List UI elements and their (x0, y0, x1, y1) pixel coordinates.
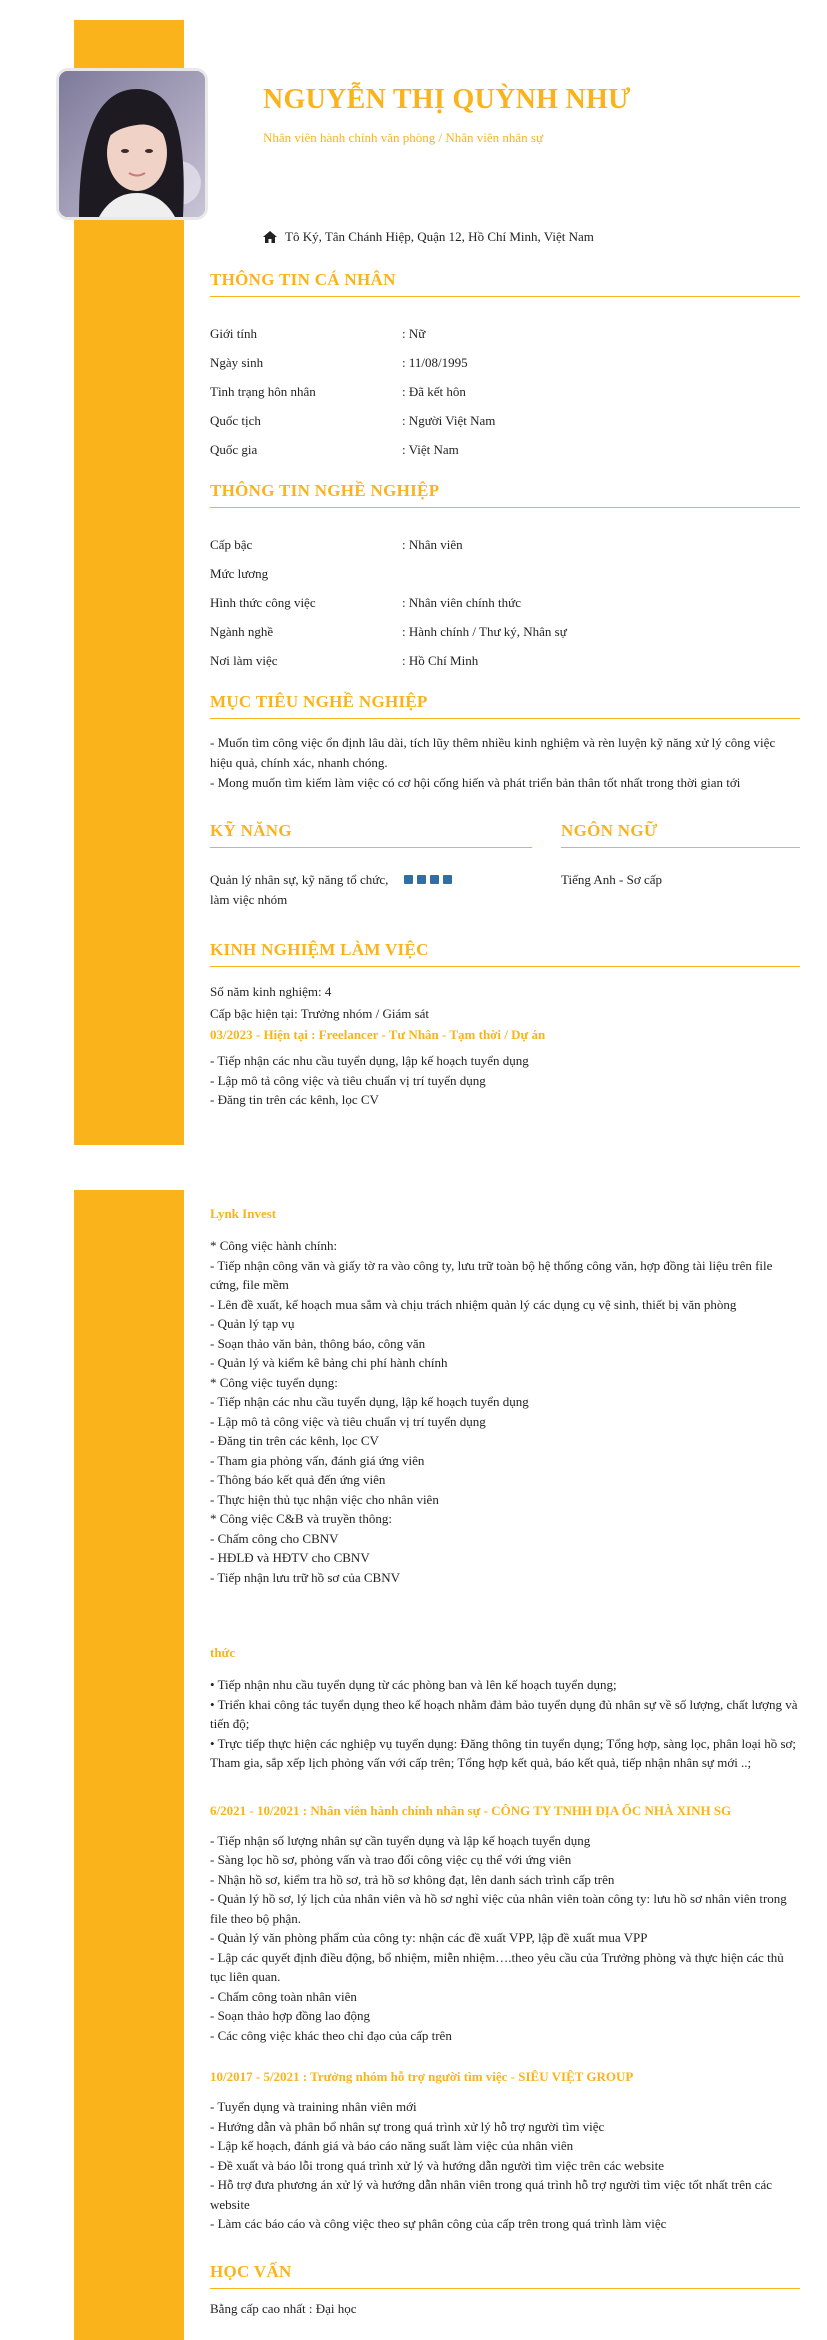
page-gap (0, 1150, 827, 1190)
job-header: 03/2023 - Hiện tại : Freelancer - Tư Nhân - Tạm thời / Dự án (210, 1027, 546, 1042)
info-label: Mức lương (210, 566, 269, 581)
info-row (210, 588, 800, 617)
career-info-section (210, 481, 800, 675)
job-line: - Tiếp nhận công văn và giấy tờ ra vào công ty, lưu trữ toàn bộ hệ thống công văn, hợp đồng tài liệu trên file cứng, file mềm (210, 1257, 773, 1292)
job-line: - Lập các quyết định điều động, bổ nhiệm, miễn nhiệm….theo yêu cầu của Trưởng phòng và thực hiện các thủ tục liên quan. (210, 1949, 784, 1984)
info-value: : Đã kết hôn (402, 384, 466, 399)
info-label: Nơi làm việc (210, 653, 278, 668)
job-line: - Làm các báo cáo và công việc theo sự phân công của cấp trên trong quá trình làm việc (210, 2216, 667, 2231)
job-line: - Lập mô tả công việc và tiêu chuẩn vị trí tuyển dụng (210, 1072, 486, 1088)
profile-photo (59, 71, 205, 217)
job-header: Lynk Invest (210, 1206, 277, 1221)
info-label: Giới tính (210, 326, 257, 341)
cv-page-1 (0, 0, 827, 1150)
job-header: thức (210, 1645, 236, 1660)
info-row (210, 406, 800, 435)
info-label: Quốc gia (210, 442, 258, 457)
job-line: - Tiếp nhận các nhu cầu tuyển dụng, lập kế hoạch tuyển dụng (210, 1053, 529, 1068)
job-line: - Lập mô tả công việc và tiêu chuẩn vị trí tuyển dụng (210, 1413, 486, 1429)
info-row (210, 435, 800, 464)
job-line: - Hướng dẫn và phân bổ nhân sự trong quá trình xử lý hỗ trợ người tìm việc (210, 2118, 605, 2134)
job-line: - Quản lý văn phòng phẩm của công ty: nhận các đề xuất VPP, lập đề xuất mua VPP (210, 1930, 648, 1945)
skill-level (404, 875, 456, 884)
job-line: - Lập kế hoạch, đánh giá và báo cáo năng suất làm việc của nhân viên (210, 2138, 574, 2153)
experience-years: Số năm kinh nghiệm: 4 (210, 984, 332, 999)
job-line: - Sàng lọc hồ sơ, phỏng vấn và trao đổi công việc cụ thể với ứng viên (210, 1852, 572, 1867)
accent-band (74, 1190, 184, 2340)
skill-dot (404, 875, 413, 884)
info-value: : 11/08/1995 (402, 355, 468, 370)
info-label: Tình trạng hôn nhân (210, 384, 316, 399)
skill-item (210, 870, 532, 909)
job-line: * Công việc C&B và truyền thông: (210, 1511, 392, 1526)
job-line: - Tiếp nhận số lượng nhân sự cần tuyển dụng và lập kế hoạch tuyển dụng (210, 1832, 591, 1848)
skill-name: Quản lý nhân sự, kỹ năng tổ chức, làm việc nhóm (210, 872, 389, 907)
info-row (210, 348, 800, 377)
experience-section (210, 940, 800, 1110)
info-value: : Hồ Chí Minh (402, 653, 479, 668)
info-value: : Nữ (402, 326, 426, 341)
section-title: THÔNG TIN NGHỀ NGHIỆP (210, 481, 800, 508)
job-header: 6/2021 - 10/2021 : Nhân viên hành chính nhân sự - CÔNG TY TNHH ĐỊA ỐC NHÀ XINH SG (210, 1802, 732, 1818)
section-title: HỌC VẤN (210, 2262, 800, 2289)
section-title: NGÔN NGỮ (561, 821, 800, 848)
job-line: - Quản lý và kiểm kê bảng chi phí hành chính (210, 1355, 448, 1370)
personal-info-section (210, 270, 800, 464)
job-line: - Tiếp nhận các nhu cầu tuyển dụng, lập kế hoạch tuyển dụng (210, 1394, 529, 1409)
info-label: Ngành nghề (210, 624, 274, 639)
info-row (210, 559, 800, 588)
candidate-name: NGUYỄN THỊ QUỲNH NHƯ (263, 84, 631, 115)
info-row (210, 319, 800, 348)
section-title: KỸ NĂNG (210, 821, 532, 848)
info-row (210, 530, 800, 559)
job-line: - Soạn thảo hợp đồng lao động (210, 2008, 370, 2023)
avatar (56, 68, 208, 220)
job-line: - Tiếp nhận lưu trữ hồ sơ của CBNV (210, 1569, 400, 1585)
job-line: - Thực hiện thủ tục nhận việc cho nhân viên (210, 1491, 439, 1507)
objective-section (210, 692, 800, 793)
address-text: Tô Ký, Tân Chánh Hiệp, Quận 12, Hồ Chí Minh, Việt Nam (285, 229, 594, 244)
objective-line: - Muốn tìm công việc ổn định lâu dài, tích lũy thêm nhiều kinh nghiệm và rèn luyện kỹ năng xử lý công việc hiệu quả, chính xác, nhanh chóng. (210, 735, 776, 770)
home-icon (263, 231, 277, 243)
job-line: - Chấm công toàn nhân viên (210, 1988, 357, 2004)
info-row (210, 646, 800, 675)
skills-block (210, 821, 532, 909)
candidate-title: Nhân viên hành chính văn phòng / Nhân viên nhân sự (263, 130, 543, 145)
job-line: • Trực tiếp thực hiện các nghiệp vụ tuyển dụng: Đăng thông tin tuyển dụng; Tổng hợp, sàng lọc, phân loại hồ sơ; Tham gia, sắp xếp lịch phỏng vấn với cấp trên; Tổng hợp kết quả, báo kết quả, tiếp nhận nhân sự mới ..; (210, 1735, 797, 1770)
job-line: - Soạn thảo văn bản, thông báo, công văn (210, 1335, 426, 1351)
job-line: - Quản lý tạp vụ (210, 1316, 295, 1331)
info-value: : Người Việt Nam (402, 413, 496, 428)
job-line: - Các công việc khác theo chỉ đạo của cấp trên (210, 2027, 452, 2043)
skill-dot (430, 875, 439, 884)
job-line: * Công việc hành chính: (210, 1238, 338, 1253)
experience-continued (210, 1206, 800, 2318)
info-label: Hình thức công việc (210, 595, 316, 610)
info-label: Ngày sinh (210, 355, 264, 370)
job-line: - Đăng tin trên các kênh, lọc CV (210, 1433, 379, 1448)
info-value: : Hành chính / Thư ký, Nhân sự (402, 624, 567, 639)
skills-languages-section (210, 821, 800, 909)
job-line: - Nhận hồ sơ, kiểm tra hồ sơ, trả hồ sơ không đạt, lên danh sách trình cấp trên (210, 1871, 615, 1887)
info-label: Quốc tịch (210, 413, 261, 428)
info-row (210, 377, 800, 406)
skill-dot (417, 875, 426, 884)
cv-page-2 (0, 1190, 827, 2340)
education-degree: Bằng cấp cao nhất : Đại học (210, 2300, 357, 2316)
job-line: - Đăng tin trên các kênh, lọc CV (210, 1092, 379, 1107)
info-value: : Việt Nam (402, 442, 459, 457)
objective-line: - Mong muốn tìm kiếm làm việc có cơ hội cống hiến và phát triển bản thân tốt nhất trong thời gian tới (210, 775, 741, 790)
info-value: : Nhân viên (402, 537, 463, 552)
job-line: * Công việc tuyển dụng: (210, 1374, 338, 1390)
job-line: • Triển khai công tác tuyển dụng theo kế hoạch nhằm đảm bảo tuyển dụng đủ nhân sự về số lượng, chất lượng và tiến độ; (210, 1696, 798, 1731)
job-line: - Hỗ trợ đưa phương án xử lý và hướng dẫn nhân viên trong quá trình hỗ trợ người tìm việc tốt nhất trên các website (210, 2177, 773, 2212)
info-row (210, 617, 800, 646)
info-value: : Nhân viên chính thức (402, 595, 521, 610)
job-line: - Đề xuất và báo lỗi trong quá trình xử lý và hướng dẫn người tìm việc trên các website (210, 2157, 665, 2173)
job-line: - Chấm công cho CBNV (210, 1530, 339, 1546)
education-section (210, 2262, 800, 2319)
languages-block (561, 821, 800, 909)
job-line: • Tiếp nhận nhu cầu tuyển dụng từ các phòng ban và lên kế hoạch tuyển dụng; (210, 1677, 617, 1692)
address-line (263, 229, 594, 245)
section-title: KINH NGHIỆM LÀM VIỆC (210, 940, 800, 967)
job-line: - HĐLĐ và HĐTV cho CBNV (210, 1550, 370, 1565)
language-item: Tiếng Anh - Sơ cấp (561, 872, 663, 887)
section-title: THÔNG TIN CÁ NHÂN (210, 270, 800, 297)
job-line: - Tuyển dụng và training nhân viên mới (210, 2099, 417, 2114)
info-label: Cấp bậc (210, 537, 253, 552)
job-line: - Lên đề xuất, kế hoạch mua sắm và chịu trách nhiệm quản lý các dụng cụ vệ sinh, thiết bị văn phòng (210, 1296, 737, 1312)
job-line: - Tham gia phỏng vấn, đánh giá ứng viên (210, 1452, 425, 1468)
job-line: - Quản lý hồ sơ, lý lịch của nhân viên và hồ sơ nghỉ việc của nhân viên toàn công ty: lưu hồ sơ nhân viên trong file theo bộ phận. (210, 1891, 787, 1926)
experience-level: Cấp bậc hiện tại: Trưởng nhóm / Giám sát (210, 1006, 430, 1021)
job-line: - Thông báo kết quả đến ứng viên (210, 1472, 386, 1487)
section-title: MỤC TIÊU NGHỀ NGHIỆP (210, 692, 800, 719)
job-header: 10/2017 - 5/2021 : Trưởng nhóm hỗ trợ người tìm việc - SIÊU VIỆT GROUP (210, 2069, 634, 2084)
skill-dot (443, 875, 452, 884)
